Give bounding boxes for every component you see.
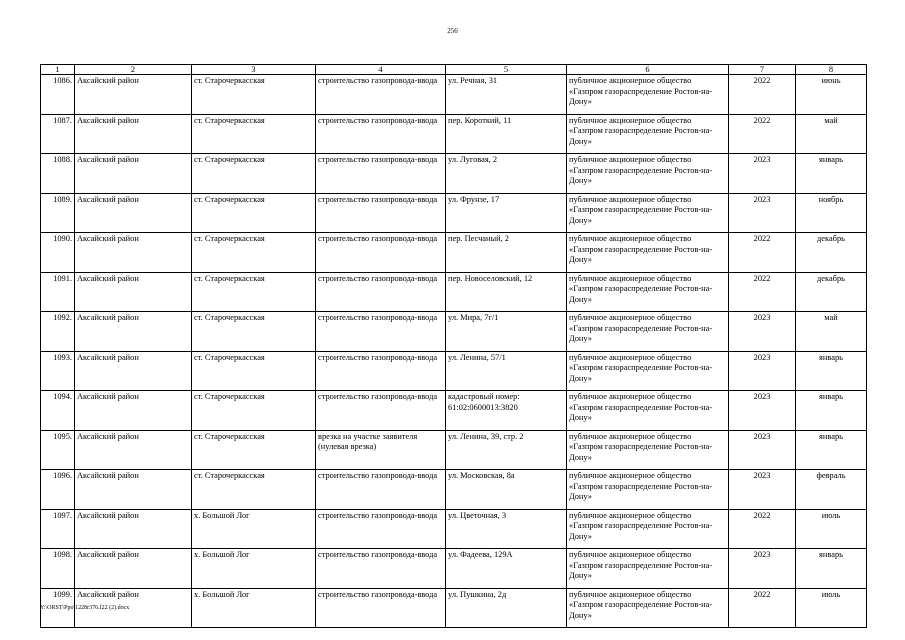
column-header: 6 [567,65,729,75]
work-type-cell: строительство газопровода-ввода [316,154,446,194]
year-cell: 2023 [729,193,796,233]
column-header: 8 [796,65,867,75]
column-header: 5 [446,65,567,75]
month-cell: май [796,114,867,154]
table-row [41,509,867,549]
month-cell: декабрь [796,272,867,312]
district-cell: Аксайский район [75,430,192,470]
address-cell: ул. Ленина, 39, стр. 2 [446,430,567,470]
settlement-cell: ст. Старочеркасская [192,154,316,194]
address-cell: ул. Мира, 7г/1 [446,312,567,352]
row-number-cell: 1098. [41,549,75,589]
column-header: 3 [192,65,316,75]
table-row [41,588,867,628]
month-cell: январь [796,391,867,431]
table-row [41,114,867,154]
work-type-cell: строительство газопровода-ввода [316,233,446,273]
table-row [41,154,867,194]
month-cell: июль [796,509,867,549]
district-cell: Аксайский район [75,391,192,431]
organization-cell: публичное акционерное общество «Газпром газораспределение Ростов-на-Дону» [567,75,729,115]
address-cell: ул. Речная, 31 [446,75,567,115]
row-number-cell: 1086. [41,75,75,115]
work-type-cell: строительство газопровода-ввода [316,75,446,115]
address-cell: ул. Ленина, 57/1 [446,351,567,391]
settlement-cell: ст. Старочеркасская [192,272,316,312]
district-cell: Аксайский район [75,549,192,589]
table-row [41,312,867,352]
settlement-cell: х. Большой Лог [192,549,316,589]
table-row [41,272,867,312]
settlement-cell: ст. Старочеркасская [192,114,316,154]
table-row [41,391,867,431]
district-cell: Аксайский район [75,193,192,233]
table-row [41,75,867,115]
column-header: 2 [75,65,192,75]
month-cell: январь [796,549,867,589]
year-cell: 2023 [729,470,796,510]
column-header: 4 [316,65,446,75]
organization-cell: публичное акционерное общество «Газпром газораспределение Ростов-на-Дону» [567,272,729,312]
row-number-cell: 1099. [41,588,75,628]
organization-cell: публичное акционерное общество «Газпром газораспределение Ростов-на-Дону» [567,391,729,431]
district-cell: Аксайский район [75,509,192,549]
work-type-cell: строительство газопровода-ввода [316,588,446,628]
year-cell: 2022 [729,272,796,312]
organization-cell: публичное акционерное общество «Газпром газораспределение Ростов-на-Дону» [567,351,729,391]
row-number-cell: 1090. [41,233,75,273]
month-cell: февраль [796,470,867,510]
district-cell: Аксайский район [75,351,192,391]
row-number-cell: 1087. [41,114,75,154]
work-type-cell: врезка на участке заявителя (нулевая врезка) [316,430,446,470]
row-number-cell: 1092. [41,312,75,352]
organization-cell: публичное акционерное общество «Газпром газораспределение Ростов-на-Дону» [567,430,729,470]
footer-file-path: Y:\ORST\Ppo\1228r376.f22 (2).docx [40,605,130,611]
row-number-cell: 1093. [41,351,75,391]
address-cell: ул. Московская, 8а [446,470,567,510]
settlement-cell: ст. Старочеркасская [192,312,316,352]
district-cell: Аксайский район [75,233,192,273]
month-cell: январь [796,154,867,194]
settlement-cell: ст. Старочеркасская [192,430,316,470]
settlement-cell: ст. Старочеркасская [192,75,316,115]
year-cell: 2022 [729,588,796,628]
address-cell: пер. Новоселовский, 12 [446,272,567,312]
table-row [41,470,867,510]
year-cell: 2022 [729,114,796,154]
year-cell: 2023 [729,154,796,194]
column-header: 7 [729,65,796,75]
table-row [41,351,867,391]
row-number-cell: 1095. [41,430,75,470]
table-body [41,75,867,628]
table-row [41,430,867,470]
month-cell: май [796,312,867,352]
year-cell: 2023 [729,351,796,391]
gas-connection-table [40,64,867,628]
work-type-cell: строительство газопровода-ввода [316,114,446,154]
month-cell: июнь [796,75,867,115]
organization-cell: публичное акционерное общество «Газпром газораспределение Ростов-на-Дону» [567,193,729,233]
settlement-cell: ст. Старочеркасская [192,391,316,431]
work-type-cell: строительство газопровода-ввода [316,549,446,589]
settlement-cell: ст. Старочеркасская [192,470,316,510]
year-cell: 2022 [729,509,796,549]
district-cell: Аксайский район [75,272,192,312]
page-number: 256 [447,27,458,35]
district-cell: Аксайский район [75,312,192,352]
address-cell: ул. Фадеева, 129А [446,549,567,589]
address-cell: пер. Песчаный, 2 [446,233,567,273]
table-row [41,549,867,589]
address-cell: кадастровый номер: 61:02:0600013:3820 [446,391,567,431]
settlement-cell: ст. Старочеркасская [192,351,316,391]
settlement-cell: ст. Старочеркасская [192,193,316,233]
month-cell: январь [796,430,867,470]
organization-cell: публичное акционерное общество «Газпром газораспределение Ростов-на-Дону» [567,509,729,549]
month-cell: январь [796,351,867,391]
year-cell: 2022 [729,75,796,115]
work-type-cell: строительство газопровода-ввода [316,272,446,312]
organization-cell: публичное акционерное общество «Газпром газораспределение Ростов-на-Дону» [567,312,729,352]
address-cell: ул. Фрунзе, 17 [446,193,567,233]
organization-cell: публичное акционерное общество «Газпром газораспределение Ростов-на-Дону» [567,114,729,154]
district-cell: Аксайский район [75,154,192,194]
work-type-cell: строительство газопровода-ввода [316,509,446,549]
work-type-cell: строительство газопровода-ввода [316,470,446,510]
work-type-cell: строительство газопровода-ввода [316,351,446,391]
address-cell: ул. Пушкина, 2д [446,588,567,628]
year-cell: 2023 [729,312,796,352]
district-cell: Аксайский район [75,75,192,115]
district-cell: Аксайский район [75,470,192,510]
table-row [41,233,867,273]
organization-cell: публичное акционерное общество «Газпром газораспределение Ростов-на-Дону» [567,154,729,194]
month-cell: декабрь [796,233,867,273]
year-cell: 2023 [729,391,796,431]
organization-cell: публичное акционерное общество «Газпром газораспределение Ростов-на-Дону» [567,588,729,628]
settlement-cell: х. Большой Лог [192,509,316,549]
row-number-cell: 1094. [41,391,75,431]
table-row [41,193,867,233]
district-cell: Аксайский район [75,588,192,628]
organization-cell: публичное акционерное общество «Газпром газораспределение Ростов-на-Дону» [567,470,729,510]
row-number-cell: 1096. [41,470,75,510]
year-cell: 2023 [729,549,796,589]
row-number-cell: 1097. [41,509,75,549]
column-header: 1 [41,65,75,75]
row-number-cell: 1089. [41,193,75,233]
month-cell: ноябрь [796,193,867,233]
district-cell: Аксайский район [75,114,192,154]
row-number-cell: 1088. [41,154,75,194]
row-number-cell: 1091. [41,272,75,312]
address-cell: ул. Цветочная, 3 [446,509,567,549]
year-cell: 2023 [729,430,796,470]
settlement-cell: ст. Старочеркасская [192,233,316,273]
header-row [41,65,867,75]
address-cell: пер. Короткий, 11 [446,114,567,154]
work-type-cell: строительство газопровода-ввода [316,391,446,431]
organization-cell: публичное акционерное общество «Газпром газораспределение Ростов-на-Дону» [567,233,729,273]
month-cell: июль [796,588,867,628]
address-cell: ул. Луговая, 2 [446,154,567,194]
settlement-cell: х. Большой Лог [192,588,316,628]
work-type-cell: строительство газопровода-ввода [316,193,446,233]
year-cell: 2022 [729,233,796,273]
work-type-cell: строительство газопровода-ввода [316,312,446,352]
organization-cell: публичное акционерное общество «Газпром газораспределение Ростов-на-Дону» [567,549,729,589]
